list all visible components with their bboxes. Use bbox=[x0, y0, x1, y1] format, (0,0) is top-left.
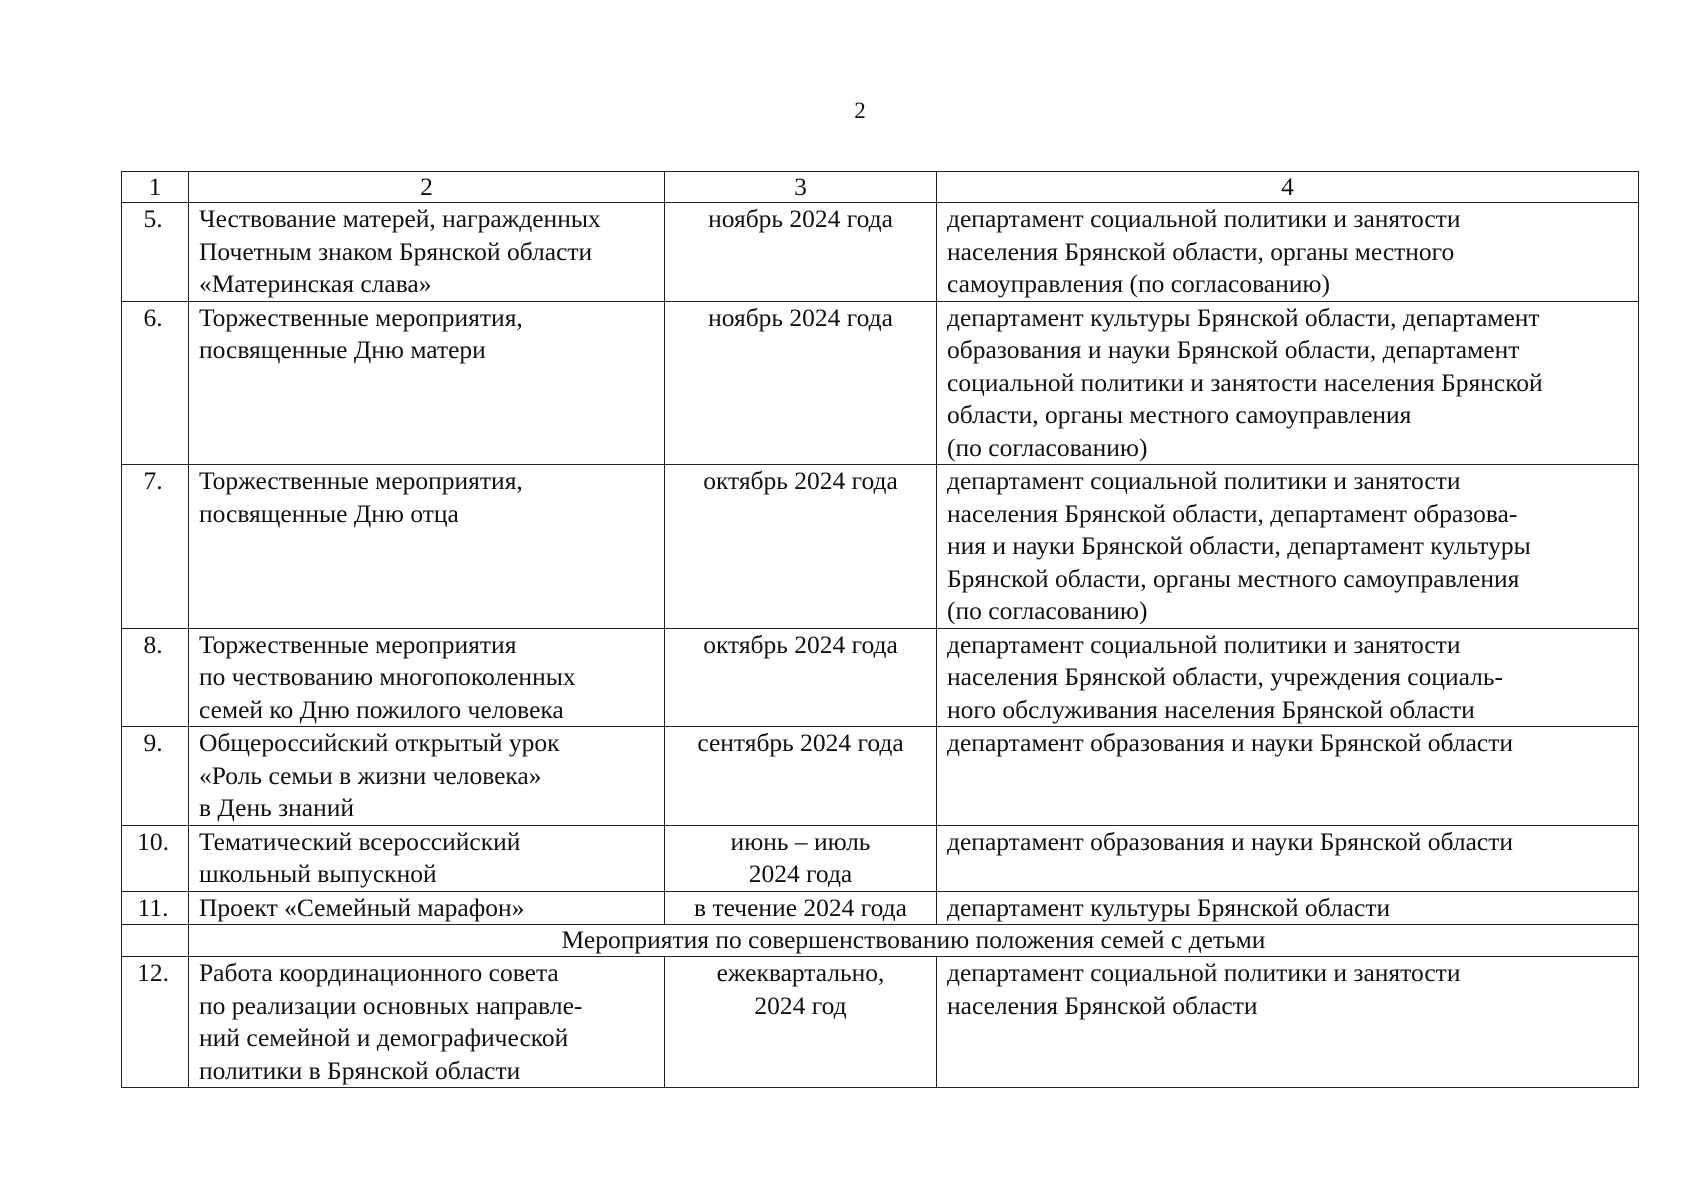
date-cell-line: сентябрь 2024 года bbox=[697, 728, 904, 757]
date-cell-line: ежеквартально, bbox=[716, 958, 885, 987]
responsible-cell-line: (по согласованию) bbox=[947, 596, 1148, 625]
page-number: 2 bbox=[854, 98, 866, 123]
event-cell bbox=[189, 825, 665, 891]
event-cell bbox=[189, 727, 665, 826]
event-cell bbox=[189, 628, 665, 727]
date-cell-line: ноябрь 2024 года bbox=[708, 302, 893, 332]
responsible-cell bbox=[937, 825, 1639, 891]
section-number-cell bbox=[122, 925, 189, 957]
event-cell-line: Чествование матерей, награжденных bbox=[199, 204, 601, 233]
responsible-cell-line: Брянской области, органы местного самоуправления bbox=[947, 563, 1520, 593]
event-cell-line: ний семейной и демографической bbox=[199, 1023, 569, 1052]
responsible-cell-line: департамент социальной политики и занятости bbox=[947, 466, 1461, 495]
row-number: 11. bbox=[122, 891, 189, 925]
responsible-cell bbox=[937, 203, 1639, 302]
table-row bbox=[122, 203, 1639, 302]
responsible-cell-line: населения Брянской области, органы местного bbox=[947, 236, 1455, 266]
event-cell-line: «Материнская слава» bbox=[199, 269, 432, 298]
responsible-cell-line: самоуправления (по согласованию) bbox=[947, 269, 1330, 298]
event-cell-line: в День знаний bbox=[199, 793, 355, 822]
responsible-cell-line: департамент социальной политики и занятости bbox=[947, 958, 1461, 987]
date-cell bbox=[665, 891, 937, 925]
responsible-cell-line: образования и науки Брянской области, департамент bbox=[947, 335, 1520, 364]
event-cell bbox=[189, 301, 665, 465]
event-cell-line: семей ко Дню пожилого человека bbox=[199, 694, 564, 724]
table-row bbox=[122, 465, 1639, 629]
responsible-cell-line: ного обслуживания населения Брянской области bbox=[947, 694, 1475, 724]
responsible-cell-line: департамент образования и науки Брянской области bbox=[947, 728, 1513, 757]
table-row bbox=[122, 957, 1639, 1088]
date-cell bbox=[665, 727, 937, 826]
date-cell-line: 2024 года bbox=[748, 859, 853, 888]
event-cell-line: Торжественные мероприятия, bbox=[199, 302, 523, 332]
responsible-cell-line: департамент образования и науки Брянской области bbox=[947, 826, 1513, 856]
responsible-cell-line: ния и науки Брянской области, департамент культуры bbox=[947, 531, 1531, 560]
responsible-cell bbox=[937, 301, 1639, 465]
row-number: 12. bbox=[122, 957, 189, 1088]
responsible-cell-line: социальной политики и занятости населения Брянской bbox=[947, 367, 1543, 397]
event-cell-line: по реализации основных направле- bbox=[199, 990, 583, 1020]
events-table bbox=[121, 171, 1639, 1088]
column-header: 2 bbox=[189, 172, 665, 203]
event-cell-line: Почетным знаком Брянской области bbox=[199, 236, 593, 266]
event-cell-line: «Роль семьи в жизни человека» bbox=[199, 760, 542, 790]
responsible-cell bbox=[937, 628, 1639, 727]
responsible-cell-line: населения Брянской области, департамент образова- bbox=[947, 498, 1518, 528]
event-cell bbox=[189, 957, 665, 1088]
row-number: 10. bbox=[122, 825, 189, 891]
date-cell-line: июнь – июль bbox=[730, 826, 871, 856]
column-header: 3 bbox=[665, 172, 937, 203]
date-cell-line: в течение 2024 года bbox=[694, 892, 907, 922]
section-row bbox=[122, 925, 1639, 957]
date-cell bbox=[665, 628, 937, 727]
date-cell bbox=[665, 957, 937, 1088]
responsible-cell bbox=[937, 891, 1639, 925]
event-cell-line: политики в Брянской области bbox=[199, 1055, 521, 1085]
table-row bbox=[122, 891, 1639, 925]
column-header: 1 bbox=[122, 172, 189, 203]
row-number: 7. bbox=[122, 465, 189, 629]
date-cell bbox=[665, 203, 937, 302]
date-cell-line: октябрь 2024 года bbox=[703, 466, 898, 495]
event-cell bbox=[189, 891, 665, 925]
responsible-cell bbox=[937, 465, 1639, 629]
event-cell bbox=[189, 203, 665, 302]
row-number: 9. bbox=[122, 727, 189, 826]
responsible-cell-line: департамент социальной политики и занятости bbox=[947, 629, 1461, 659]
event-cell-line: Тематический всероссийский bbox=[199, 826, 521, 856]
row-number: 6. bbox=[122, 301, 189, 465]
date-cell-line: ноябрь 2024 года bbox=[708, 204, 893, 233]
event-cell-line: посвященные Дню отца bbox=[199, 498, 459, 528]
date-cell-line: октябрь 2024 года bbox=[703, 629, 898, 659]
responsible-cell-line: департамент культуры Брянской области bbox=[947, 892, 1391, 922]
table-row bbox=[122, 825, 1639, 891]
date-cell bbox=[665, 825, 937, 891]
row-number: 8. bbox=[122, 628, 189, 727]
responsible-cell bbox=[937, 957, 1639, 1088]
responsible-cell-line: населения Брянской области bbox=[947, 990, 1258, 1020]
table-row bbox=[122, 301, 1639, 465]
event-cell-line: Торжественные мероприятия, bbox=[199, 466, 523, 495]
table-row bbox=[122, 628, 1639, 727]
event-cell-line: Проект «Семейный марафон» bbox=[199, 892, 525, 922]
event-cell-line: школьный выпускной bbox=[199, 859, 437, 888]
date-cell bbox=[665, 465, 937, 629]
date-cell bbox=[665, 301, 937, 465]
responsible-cell-line: области, органы местного самоуправления bbox=[947, 400, 1412, 429]
event-cell-line: Торжественные мероприятия bbox=[199, 629, 517, 659]
row-number: 5. bbox=[122, 203, 189, 302]
responsible-cell-line: департамент социальной политики и занятости bbox=[947, 204, 1461, 233]
event-cell bbox=[189, 465, 665, 629]
event-cell-line: Работа координационного совета bbox=[199, 958, 559, 987]
responsible-cell-line: департамент культуры Брянской области, департамент bbox=[947, 302, 1540, 332]
column-header: 4 bbox=[937, 172, 1639, 203]
table-row bbox=[122, 727, 1639, 826]
responsible-cell-line: (по согласованию) bbox=[947, 432, 1148, 462]
event-cell-line: посвященные Дню матери bbox=[199, 335, 486, 364]
responsible-cell bbox=[937, 727, 1639, 826]
event-cell-line: Общероссийский открытый урок bbox=[199, 728, 560, 757]
event-cell-line: по чествованию многопоколенных bbox=[199, 662, 576, 691]
responsible-cell-line: населения Брянской области, учреждения социаль- bbox=[947, 662, 1503, 691]
section-title: Мероприятия по совершенствованию положения семей с детьми bbox=[189, 925, 1639, 957]
table-header-row bbox=[122, 172, 1639, 203]
date-cell-line: 2024 год bbox=[754, 990, 847, 1020]
